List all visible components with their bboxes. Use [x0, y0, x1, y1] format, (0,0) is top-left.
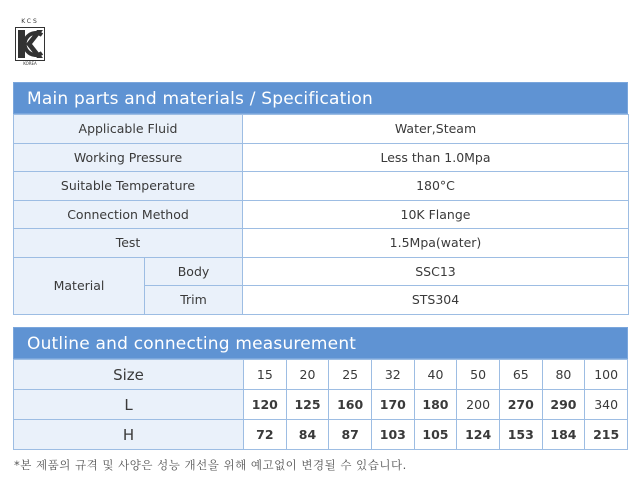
- h-cell: 84: [286, 420, 329, 450]
- size-cell: 100: [585, 360, 628, 390]
- spec-label: Test: [14, 229, 243, 258]
- spec-value: Water,Steam: [243, 115, 629, 144]
- spec-label: Suitable Temperature: [14, 172, 243, 201]
- h-cell: 215: [585, 420, 628, 450]
- measurement-title: Outline and connecting measurement: [13, 327, 628, 359]
- spec-value: 180°C: [243, 172, 629, 201]
- h-cell: 153: [499, 420, 542, 450]
- material-body-label: Body: [145, 257, 243, 286]
- l-cell: 200: [457, 390, 500, 420]
- kc-top-text: KCS: [21, 18, 39, 25]
- size-row: [14, 360, 628, 390]
- table-row: [14, 229, 629, 258]
- l-cell: 180: [414, 390, 457, 420]
- spec-value: 1.5Mpa(water): [243, 229, 629, 258]
- kc-certification-mark: [14, 18, 46, 74]
- size-cell: 20: [286, 360, 329, 390]
- size-cell: 15: [244, 360, 287, 390]
- material-label: Material: [14, 257, 145, 314]
- table-row: [14, 257, 629, 286]
- l-cell: 120: [244, 390, 287, 420]
- l-cell: 290: [542, 390, 585, 420]
- l-row: [14, 390, 628, 420]
- spec-label: Working Pressure: [14, 143, 243, 172]
- spec-label: Connection Method: [14, 200, 243, 229]
- size-label: Size: [14, 360, 244, 390]
- spec-value: 10K Flange: [243, 200, 629, 229]
- l-cell: 170: [371, 390, 414, 420]
- h-cell: 184: [542, 420, 585, 450]
- spec-table: [13, 114, 629, 315]
- table-row: [14, 115, 629, 144]
- l-cell: 160: [329, 390, 372, 420]
- footnote: *본 제품의 규격 및 사양은 성능 개선을 위해 예고없이 변경될 수 있습니다.: [14, 458, 407, 472]
- l-cell: 340: [585, 390, 628, 420]
- size-cell: 32: [371, 360, 414, 390]
- h-cell: 87: [329, 420, 372, 450]
- spec-value: Less than 1.0Mpa: [243, 143, 629, 172]
- h-cell: 103: [371, 420, 414, 450]
- h-cell: 72: [244, 420, 287, 450]
- spec-title: Main parts and materials / Specification: [13, 82, 628, 114]
- material-trim-label: Trim: [145, 286, 243, 315]
- h-cell: 124: [457, 420, 500, 450]
- table-row: [14, 200, 629, 229]
- size-cell: 80: [542, 360, 585, 390]
- size-cell: 50: [457, 360, 500, 390]
- table-row: [14, 172, 629, 201]
- material-body-value: SSC13: [243, 257, 629, 286]
- kc-bottom-text: KOREA: [23, 61, 37, 66]
- table-row: [14, 143, 629, 172]
- measurement-table: [13, 359, 628, 450]
- measurement-section: [13, 327, 628, 450]
- l-cell: 270: [499, 390, 542, 420]
- l-label: L: [14, 390, 244, 420]
- l-cell: 125: [286, 390, 329, 420]
- h-label: H: [14, 420, 244, 450]
- size-cell: 25: [329, 360, 372, 390]
- kc-logo-icon: [15, 27, 45, 61]
- size-cell: 65: [499, 360, 542, 390]
- material-trim-value: STS304: [243, 286, 629, 315]
- h-row: [14, 420, 628, 450]
- size-cell: 40: [414, 360, 457, 390]
- spec-section: [13, 82, 628, 315]
- spec-label: Applicable Fluid: [14, 115, 243, 144]
- h-cell: 105: [414, 420, 457, 450]
